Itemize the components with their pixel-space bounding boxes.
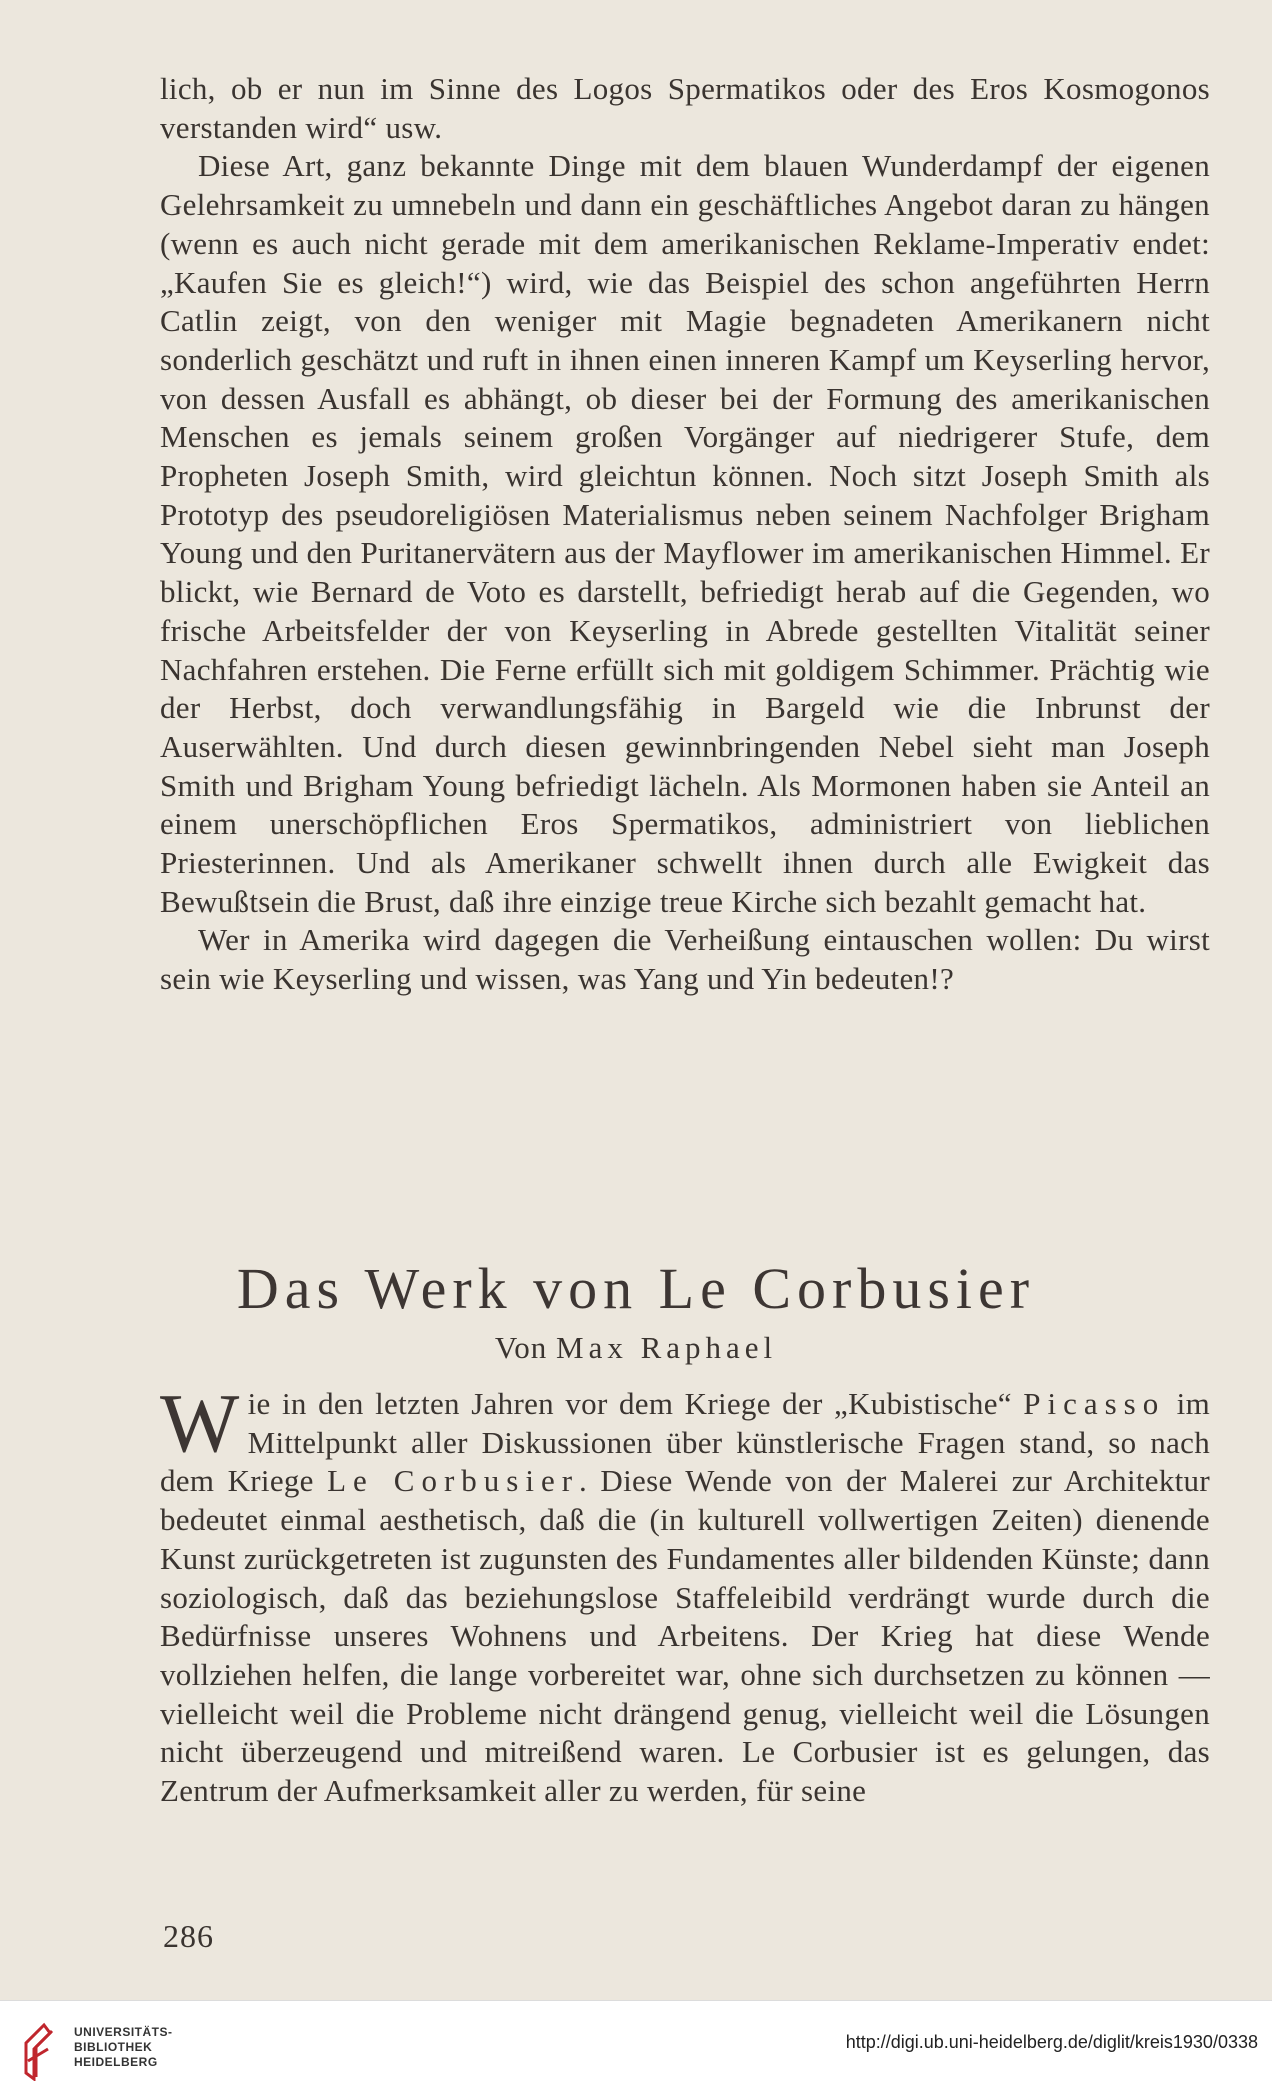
library-name-line-1: UNIVERSITÄTS- (74, 2025, 173, 2039)
article-byline (0, 1330, 1272, 1366)
library-name-line-2: BIBLIOTHEK (74, 2040, 153, 2054)
footer-bar (0, 2000, 1272, 2095)
article-text-part-2: im Mittelpunkt aller Diskussionen über künstlerische Fragen stand, so nach dem Kriege (160, 1386, 1210, 1499)
architect-name-le-corbusier: Le Corbusier (327, 1463, 580, 1499)
article-text-part-3: . Diese Wende von der Malerei zur Architektur bedeutet einmal aesthetisch, daß die (in kulturell vollwertigen Zeiten) dienende Kunst zurückgetreten ist zugunsten des Fundamentes aller bildenden Künste; dann soziologisch, daß das beziehungslose Staffeleibild verdrängt wurde durch die Bedürfnisse unseres Wohnens und Arbeitens. Der Krieg hat diese Wende vollziehen helfen, die lange vorbereitet war, ohne sich durchsetzen zu können — vielleicht weil die Probleme nicht drängend genug, vielleicht weil die Lösungen nicht überzeugend und mitreißend waren. Le Corbusier ist es gelungen, das Zentrum der Aufmerksamkeit aller zu werden, für seine (160, 1463, 1210, 1809)
library-name-line-3: HEIDELBERG (74, 2055, 158, 2069)
article-paragraph (160, 1377, 1210, 1811)
source-url-link[interactable]: http://digi.ub.uni-heidelberg.de/diglit/kreis1930/0338 (845, 2032, 1258, 2052)
library-name (74, 2025, 173, 2070)
drop-cap-letter: W (160, 1377, 240, 1470)
page-number: 286 (163, 1918, 214, 1954)
top-text-block (160, 70, 1210, 999)
article-text-block (160, 1377, 1210, 1811)
paragraph-continuation: lich, ob er nun im Sinne des Logos Spermatikos oder des Eros Kosmogonos verstanden wird“ usw. (160, 71, 1210, 145)
byline-author: Max Raphael (556, 1330, 778, 1365)
paragraph-closing-question: Wer in Amerika wird dagegen die Verheißung eintauschen wollen: Du wirst sein wie Keyserling und wissen, was Yang und Yin bedeuten!? (160, 922, 1210, 997)
article-title: Das Werk von Le Corbusier (236, 1256, 1036, 1321)
university-library-logo-icon (14, 2021, 64, 2081)
byline-prefix: Von (494, 1330, 548, 1365)
paragraph-keyserling-critique: Diese Art, ganz bekannte Dinge mit dem blauen Wunderdampf der eigenen Gelehrsamkeit zu umnebeln und dann ein geschäftliches Angebot daran zu hängen (wenn es auch nicht gerade mit dem amerikanischen Reklame-Imperativ endet: „Kaufen Sie es gleich!“) wird, wie das Beispiel des schon angeführten Herrn Catlin zeigt, von den weniger mit Magie begnadeten Amerikanern nicht sonderlich geschätzt und ruft in ihnen einen inneren Kampf um Keyserling hervor, von dessen Ausfall es abhängt, ob dieser bei der Formung des amerikanischen Menschen es jemals seinem großen Vorgänger auf niedrigerer Stufe, dem Propheten Joseph Smith, wird gleichtun können. Noch sitzt Joseph Smith als Prototyp des pseudoreligiösen Materialismus neben seinem Nachfolger Brigham Young und den Puritanervätern aus der Mayflower im amerikanischen Himmel. Er blickt, wie Bernard de Voto es darstellt, befriedigt herab auf die Gegenden, wo frische Arbeitsfelder der von Keyserling in Abrede gestellten Vitalität seiner Nachfahren erstehen. Die Ferne erfüllt sich mit goldigem Schimmer. Prächtig wie der Herbst, doch verwandlungsfähig in Bargeld wie die Inbrunst der Auserwählten. Und durch diesen gewinnbringenden Nebel sieht man Joseph Smith und Brigham Young befriedigt lächeln. Als Mormonen haben sie Anteil an einem unerschöpflichen Eros Spermatikos, administriert von lieblichen Priesterinnen. Und als Amerikaner schwellt ihnen durch alle Ewigkeit das Bewußtsein die Brust, daß ihre einzige treue Kirche sich bezahlt gemacht hat. (160, 148, 1210, 919)
article-text-part-1: ie in den letzten Jahren vor dem Kriege der „Kubistische“ (247, 1386, 1012, 1421)
artist-name-picasso: Picasso (1023, 1386, 1166, 1421)
